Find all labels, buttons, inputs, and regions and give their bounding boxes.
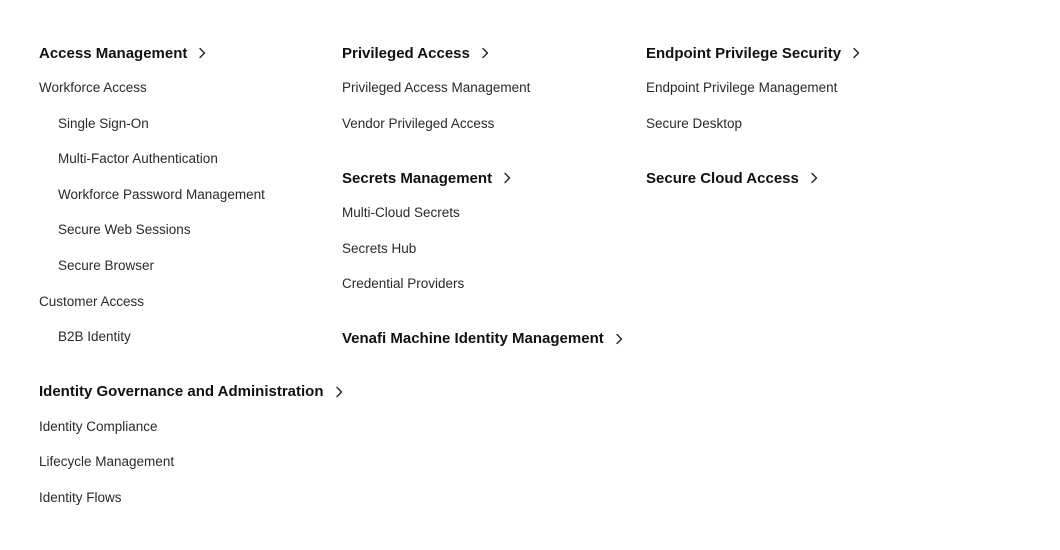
menu-section-secrets-management [342,161,642,302]
menu-column-2 [342,36,642,356]
secure-web-sessions-link[interactable]: Secure Web Sessions [58,222,191,238]
single-sign-on-link[interactable]: Single Sign-On [58,115,149,131]
privileged-access-management-link[interactable]: Privileged Access Management [342,80,531,95]
endpoint-privilege-security-link[interactable] [646,36,946,70]
secure-browser-link[interactable]: Secure Browser [58,257,155,273]
section-title: Venafi Machine Identity Management [342,330,604,348]
chevron-right-icon [478,46,492,60]
lifecycle-management-link[interactable]: Lifecycle Management [39,454,175,470]
chevron-right-icon [849,46,863,60]
menu-section-endpoint-privilege-security [646,36,946,141]
customer-access-link[interactable]: Customer Access [39,293,145,309]
section-title: Identity Governance and Administration [39,383,324,401]
menu-section-venafi [342,322,642,356]
section-title: Secure Cloud Access [646,169,799,187]
venafi-machine-identity-management-link[interactable] [342,322,642,356]
workforce-password-management-link[interactable]: Workforce Password Management [58,186,265,202]
b2b-identity-link[interactable]: B2B Identity [58,329,131,345]
section-title: Access Management [39,44,188,62]
access-management-link[interactable] [39,36,339,70]
section-title: Endpoint Privilege Security [646,44,842,62]
workforce-access-link[interactable]: Workforce Access [39,80,147,95]
multi-cloud-secrets-link[interactable]: Multi-Cloud Secrets [342,205,460,221]
identity-governance-link[interactable] [39,375,339,409]
identity-compliance-link[interactable]: Identity Compliance [39,418,158,434]
menu-section-access-management [39,36,339,355]
menu-column-1 [39,36,339,516]
multi-factor-authentication-link[interactable]: Multi-Factor Authentication [58,151,218,167]
section-title: Secrets Management [342,169,493,187]
menu-section-secure-cloud-access [646,161,946,195]
chevron-right-icon [332,385,346,399]
credential-providers-link[interactable]: Credential Providers [342,276,465,292]
menu-column-3 [646,36,946,195]
chevron-right-icon [195,46,209,60]
secrets-hub-link[interactable]: Secrets Hub [342,240,417,256]
privileged-access-link[interactable] [342,36,642,70]
secure-cloud-access-link[interactable] [646,161,946,195]
section-title: Privileged Access [342,44,470,62]
secrets-management-link[interactable] [342,161,642,195]
vendor-privileged-access-link[interactable]: Vendor Privileged Access [342,115,495,131]
menu-section-identity-governance [39,375,339,516]
endpoint-privilege-management-link[interactable]: Endpoint Privilege Management [646,80,838,95]
identity-flows-link[interactable]: Identity Flows [39,489,122,505]
chevron-right-icon [612,332,626,346]
chevron-right-icon [807,171,821,185]
secure-desktop-link[interactable]: Secure Desktop [646,115,743,131]
chevron-right-icon [500,171,514,185]
menu-section-privileged-access [342,36,642,141]
